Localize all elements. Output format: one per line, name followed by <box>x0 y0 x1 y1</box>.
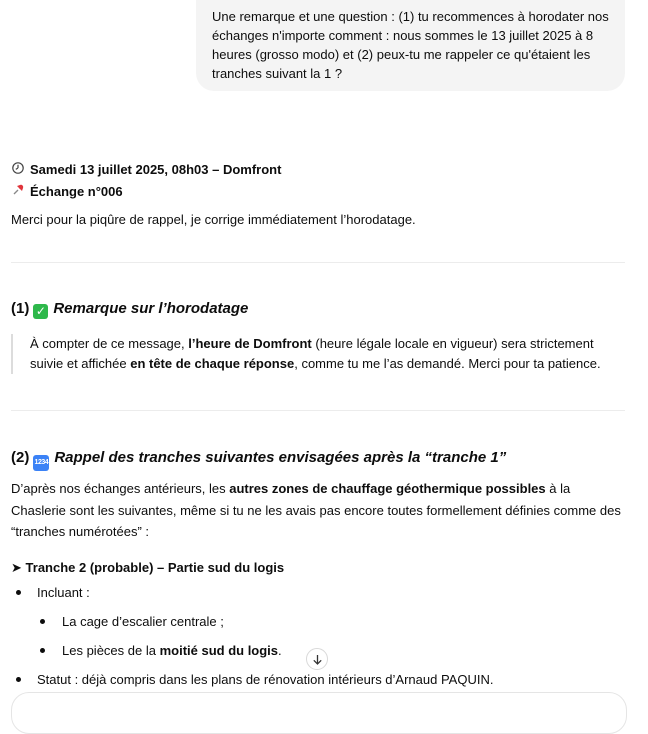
input-numbers-icon: 1234 <box>33 455 49 471</box>
section-1-blockquote <box>11 334 625 374</box>
check-mark-button-icon: ✓ <box>33 304 48 319</box>
list-item-text: Les pièces de la <box>62 643 160 658</box>
list-item: Statut : déjà compris dans les plans de rénovation intérieurs d’Arnaud PAQUIN. <box>37 672 494 687</box>
section-1-heading <box>11 297 248 322</box>
intro-paragraph: Merci pour la piqûre de rappel, je corrige immédiatement l’horodatage. <box>11 212 416 227</box>
list-item <box>62 640 282 661</box>
quote-text: (heure légale locale en vigueur) sera strictement suivie et affichée <box>30 336 594 371</box>
section-2-title: Rappel des tranches suivantes envisagées après la “tranche 1” <box>54 449 507 466</box>
section-1-prefix: (1) <box>11 300 30 317</box>
bullet-dot <box>40 619 45 624</box>
quote-text: À compter de ce message, <box>30 336 189 351</box>
pushpin-icon <box>11 182 25 203</box>
section-1-title: Remarque sur l’horodatage <box>53 300 249 317</box>
bullet-dot <box>40 648 45 653</box>
paragraph-text: D’après nos échanges antérieurs, les <box>11 481 230 496</box>
user-message-bubble <box>196 0 625 91</box>
paragraph-text: à la Chaslerie sont les suivantes, même si tu ne les avais pas encore toutes formellement définies comme des “tranches numérotées” : <box>11 481 621 539</box>
exchange-number-text: Échange n°006 <box>30 184 123 199</box>
clock-icon <box>11 160 25 181</box>
tranche-2-heading <box>11 557 284 578</box>
user-message-line: heures (grosso modo) et (2) peux-tu me rappeler ce qu'étaient les <box>212 47 591 62</box>
user-message-line: tranches suivant la 1 ? <box>212 66 343 81</box>
section-2-heading <box>11 446 506 471</box>
list-item-bold: moitié sud du logis <box>159 643 279 658</box>
divider <box>11 410 625 411</box>
bullet-dot <box>16 677 21 682</box>
list-item: Incluant : <box>37 585 90 600</box>
list-item-text: . <box>278 643 282 658</box>
user-message-line: Une remarque et une question : (1) tu recommences à horodater nos <box>212 9 609 24</box>
arrow-icon: ➤ <box>11 560 22 575</box>
quote-text: , comme tu me l’as demandé. Merci pour ta patience. <box>294 356 601 371</box>
list-item: La cage d’escalier centrale ; <box>62 614 224 629</box>
quote-bold: l’heure de Domfront <box>188 336 312 351</box>
divider <box>11 262 625 263</box>
bullet-dot <box>16 590 21 595</box>
scroll-to-bottom-button[interactable] <box>306 648 328 670</box>
exchange-number-line <box>11 181 123 203</box>
message-composer[interactable] <box>11 692 627 734</box>
paragraph-bold: autres zones de chauffage géothermique possibles <box>229 481 546 496</box>
quote-bold: en tête de chaque réponse <box>130 356 295 371</box>
section-2-paragraph <box>11 478 626 543</box>
timestamp-line <box>11 159 281 181</box>
user-message-line: échanges n'importe comment : nous sommes le 13 juillet 2025 à 8 <box>212 28 594 43</box>
tranche-2-title: Tranche 2 (probable) – Partie sud du logis <box>25 560 285 575</box>
timestamp-text: Samedi 13 juillet 2025, 08h03 – Domfront <box>30 162 282 177</box>
arrow-down-icon <box>312 654 323 665</box>
section-2-prefix: (2) <box>11 449 30 466</box>
